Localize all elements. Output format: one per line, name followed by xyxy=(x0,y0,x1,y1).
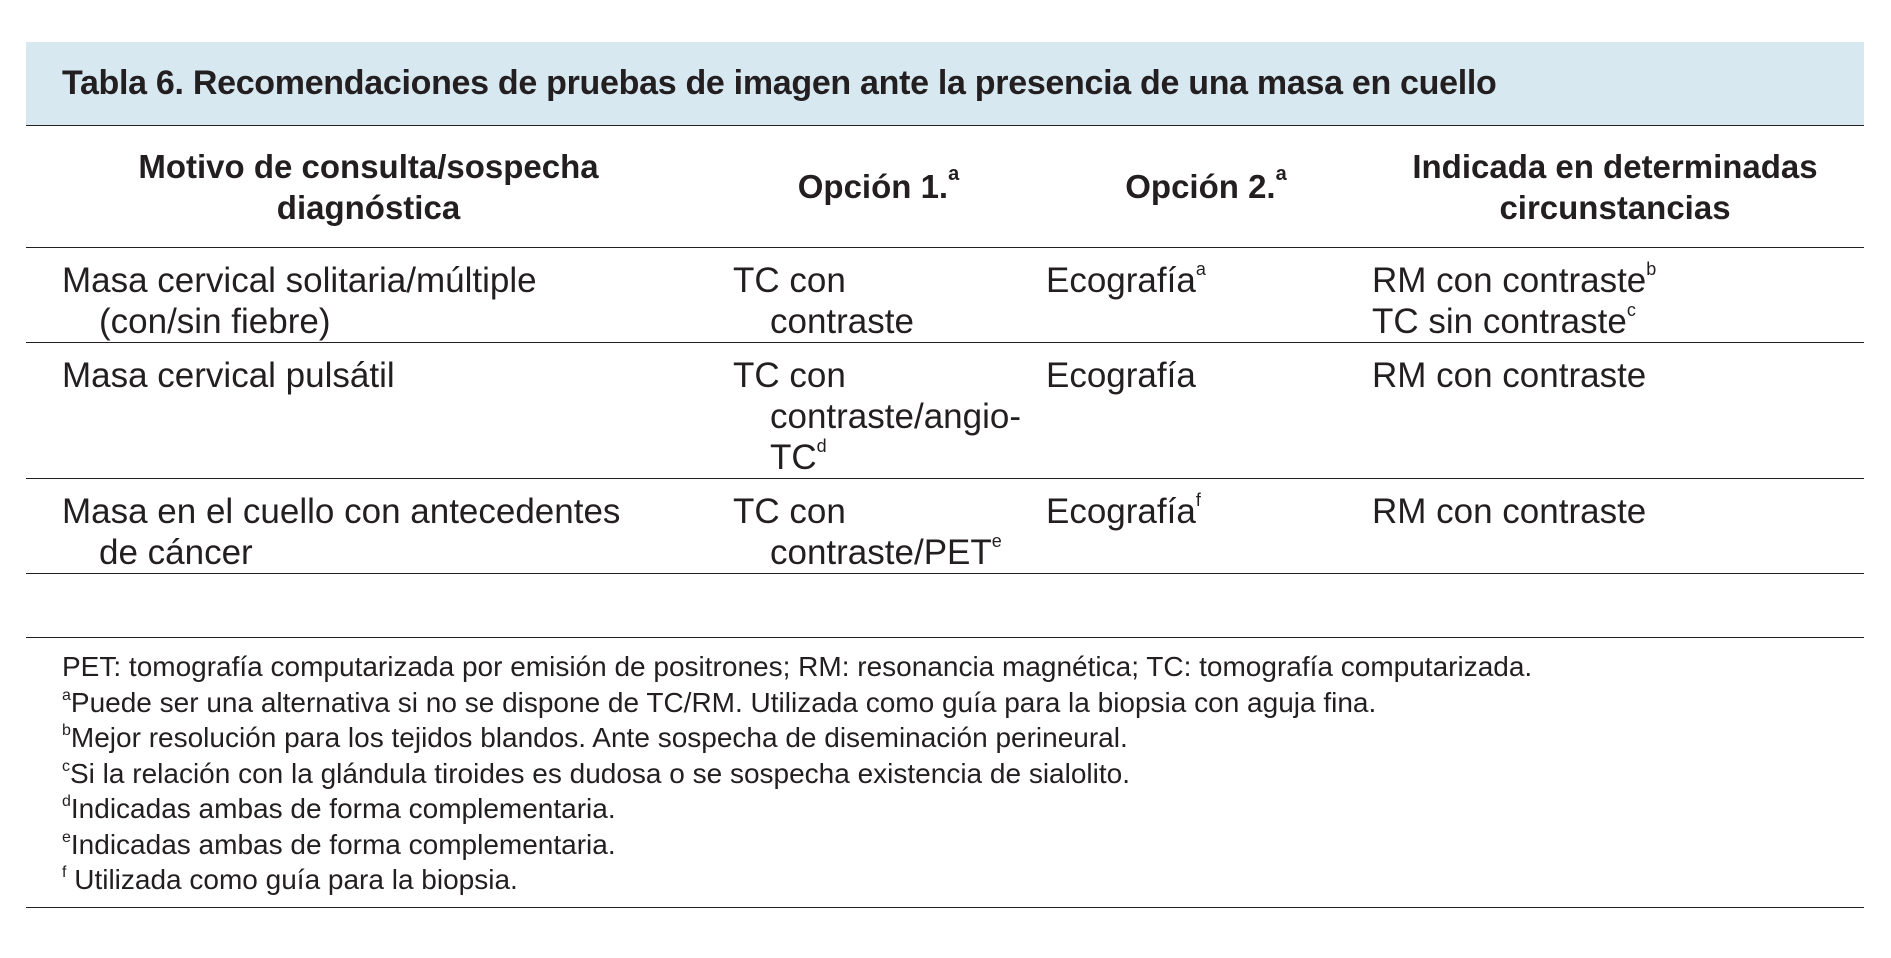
header-opcion-1: Opción 1.$^a$ xyxy=(711,126,1046,248)
footnote-b: $^b$Mejor resolución para los tejidos blandos. Ante sospecha de diseminación perineural. xyxy=(62,722,1128,753)
cell-opcion-1: TC con contraste/PET$^e$ xyxy=(711,479,1046,574)
cell-opcion-2: Ecografía$^f$ xyxy=(1046,479,1366,574)
cell-motivo: Masa cervical pulsátil xyxy=(26,343,711,479)
header-opcion-2-superscript: a xyxy=(1275,163,1287,185)
header-indicada: Indicada en determinadas circunstancias xyxy=(1366,126,1864,248)
footnote-a: $^a$Puede ser una alternativa si no se dispone de TC/RM. Utilizada como guía para la biopsia con aguja fina. xyxy=(62,686,1377,718)
table-row xyxy=(26,248,1864,343)
cell-motivo: Masa en el cuello con antecedentes de cáncer xyxy=(26,479,711,574)
table-title: Tabla 6. Recomendaciones de pruebas de imagen ante la presencia de una masa en cuello xyxy=(62,64,1497,102)
table-row xyxy=(26,479,1864,574)
footnote-c: $^c$Si la relación con la glándula tiroides es dudosa o se sospecha existencia de sialolito. xyxy=(62,757,1130,789)
cell-indicada: RM con contraste xyxy=(1366,479,1864,574)
cell-indicada: RM con contraste$^b$ TC sin contraste$^c$ xyxy=(1366,248,1864,343)
cell-indicada: RM con contraste xyxy=(1366,343,1864,479)
table-title-bar xyxy=(26,42,1864,126)
header-opcion-2: Opción 2.$^a$ xyxy=(1046,126,1366,248)
header-motivo: Motivo de consulta/sospecha diagnóstica xyxy=(26,126,711,248)
imaging-recommendations-table xyxy=(26,126,1864,574)
header-row xyxy=(26,126,1864,248)
cell-opcion-2: Ecografía xyxy=(1046,343,1366,479)
abbreviations-note: PET: tomografía computarizada por emisión de positrones; RM: resonancia magnética; TC: tomografía computarizada. xyxy=(62,651,1533,682)
table-container xyxy=(26,42,1864,908)
cell-motivo: Masa cervical solitaria/múltiple (con/sin fiebre) xyxy=(26,248,711,343)
cell-opcion-1: TC con contraste xyxy=(711,248,1046,343)
header-opcion-1-superscript: a xyxy=(948,163,960,185)
footnote-d: $^d$Indicadas ambas de forma complementaria. xyxy=(62,793,616,824)
footnote-f: $^f$ Utilizada como guía para la biopsia. xyxy=(62,864,518,895)
cell-opcion-2: Ecografía$^a$ xyxy=(1046,248,1366,343)
cell-opcion-1: TC con contraste/angio- $TC^d$ xyxy=(711,343,1046,479)
table-row xyxy=(26,343,1864,479)
footnote-e: $^e$Indicadas ambas de forma complementaria. xyxy=(62,828,616,860)
table-footnotes xyxy=(26,637,1864,908)
